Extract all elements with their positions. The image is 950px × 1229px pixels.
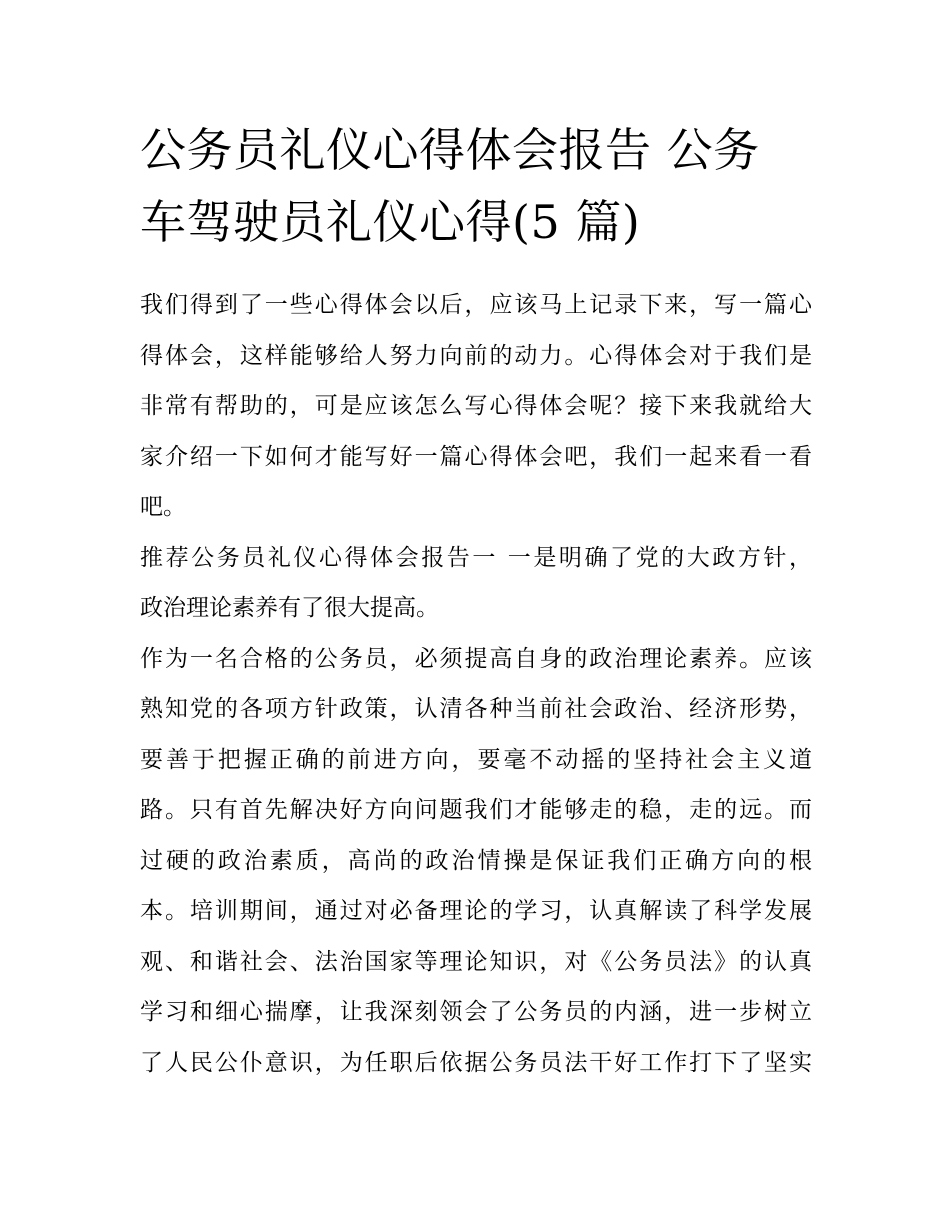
paragraph-line: 本。培训期间，通过对必备理论的学习，认真解读了科学发展 (140, 898, 812, 924)
title-line-1: 公务员礼仪心得体会报告 公务 (140, 123, 760, 177)
paragraph-line: 推荐公务员礼仪心得体会报告一 一是明确了党的大政方针， (140, 544, 812, 571)
title-line-2: 车驾驶员礼仪心得(5 篇) (140, 195, 641, 249)
paragraph-line: 我们得到了一些心得体会以后，应该马上记录下来，写一篇心 (140, 292, 812, 318)
paragraph-intro (140, 280, 812, 533)
paragraph-line: 熟知党的各项方针政策，认清各种当前社会政治、经济形势， (140, 696, 812, 722)
paragraph-line: 作为一名合格的公务员，必须提高自身的政治理论素养。应该 (140, 645, 812, 672)
paragraph-line: 了人民公仆意识，为任职后依据公务员法干好工作打下了坚实 (140, 1049, 812, 1076)
paragraph-line: 过硬的政治素质，高尚的政治情操是保证我们正确方向的根 (140, 847, 812, 874)
paragraph-line: 学习和细心揣摩，让我深刻领会了公务员的内涵，进一步树立 (140, 999, 812, 1025)
paragraph-section-one-heading (140, 533, 812, 634)
paragraph-line: 吧。 (140, 494, 186, 520)
paragraph-line: 路。只有首先解决好方向问题我们才能够走的稳，走的远。而 (140, 797, 812, 823)
paragraph-line: 非常有帮助的，可是应该怎么写心得体会呢？接下来我就给大 (140, 393, 812, 419)
paragraph-line: 要善于把握正确的前进方向，要毫不动摇的坚持社会主义道 (140, 746, 812, 773)
paragraph-line: 观、和谐社会、法治国家等理论知识，对《公务员法》的认真 (140, 948, 812, 975)
paragraph-line: 得体会，这样能够给人努力向前的动力。心得体会对于我们是 (140, 342, 812, 369)
paragraph-line: 家介绍一下如何才能写好一篇心得体会吧，我们一起来看一看 (140, 443, 812, 470)
paragraph-section-one-body (140, 634, 812, 1089)
paragraph-line: 政治理论素养有了很大提高。 (140, 595, 439, 621)
document-body (140, 280, 812, 1088)
document-title (140, 114, 840, 258)
